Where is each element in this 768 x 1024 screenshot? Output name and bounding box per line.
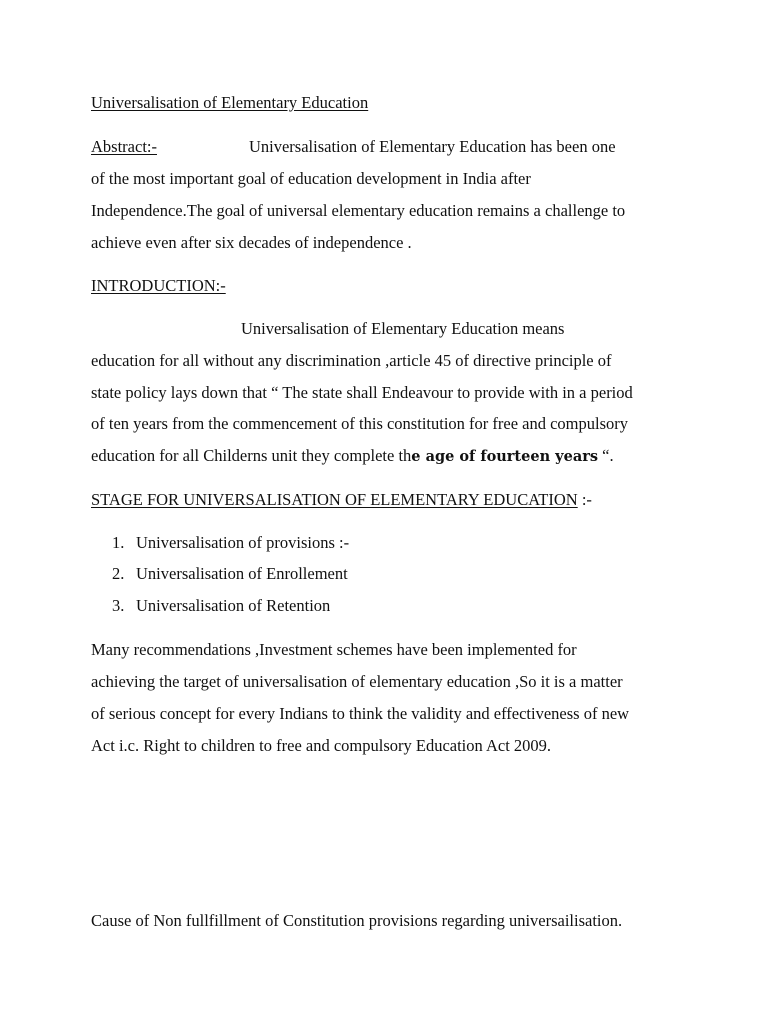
introduction-line-2: education for all without any discrimination ,article 45 of directive principle of [91,351,612,370]
recommendations-line-4: Act i.c. Right to children to free and compulsory Education Act 2009. [91,736,552,755]
abstract-line-4: achieve even after six decades of independence . [91,233,412,252]
introduction-line-3: state policy lays down that “ The state shall Endeavour to provide with in a period [91,383,633,402]
stage-heading-suffix: :- [577,490,592,509]
stage-heading: STAGE FOR UNIVERSALISATION OF ELEMENTARY EDUCATION [91,490,578,509]
abstract-line-3: Independence.The goal of universal elementary education remains a challenge to [91,201,626,220]
introduction-line-5 [91,446,614,467]
abstract-line-2: of the most important goal of education development in India after [91,169,531,188]
introduction-line-1: Universalisation of Elementary Education means [241,319,565,338]
stage-heading-line [91,490,592,510]
list-item-text: Universalisation of provisions :- [136,533,350,552]
introduction-heading: INTRODUCTION:- [91,276,226,295]
list-item-number: 1. [112,533,125,552]
list-item-text: Universalisation of Enrollement [136,564,348,583]
list-item-number: 2. [112,564,125,583]
introduction-line-4: of ten years from the commencement of this constitution for free and compulsory [91,414,629,433]
document-title: Universalisation of Elementary Education [91,93,369,112]
list-item [112,564,348,584]
list-item-text: Universalisation of Retention [136,596,331,615]
abstract-line-1 [91,137,616,157]
list-item [112,596,330,616]
recommendations-line-3: of serious concept for every Indians to think the validity and effectiveness of new [91,704,630,723]
introduction-line-5-bold: e age of fourteen years [411,448,599,465]
introduction-line-5-end: “. [598,446,614,465]
list-item-number: 3. [112,596,125,615]
abstract-label: Abstract:- [91,137,157,156]
list-item [112,533,349,553]
recommendations-line-1: Many recommendations ,Investment schemes have been implemented for [91,640,577,659]
introduction-line-5-start: education for all Childerns unit they complete th [91,446,412,465]
cause-heading: Cause of Non fullfillment of Constitution provisions regarding universailisation. [91,911,623,930]
abstract-text-1: Universalisation of Elementary Education has been one [248,137,616,156]
recommendations-line-2: achieving the target of universalisation of elementary education ,So it is a matter [91,672,623,691]
